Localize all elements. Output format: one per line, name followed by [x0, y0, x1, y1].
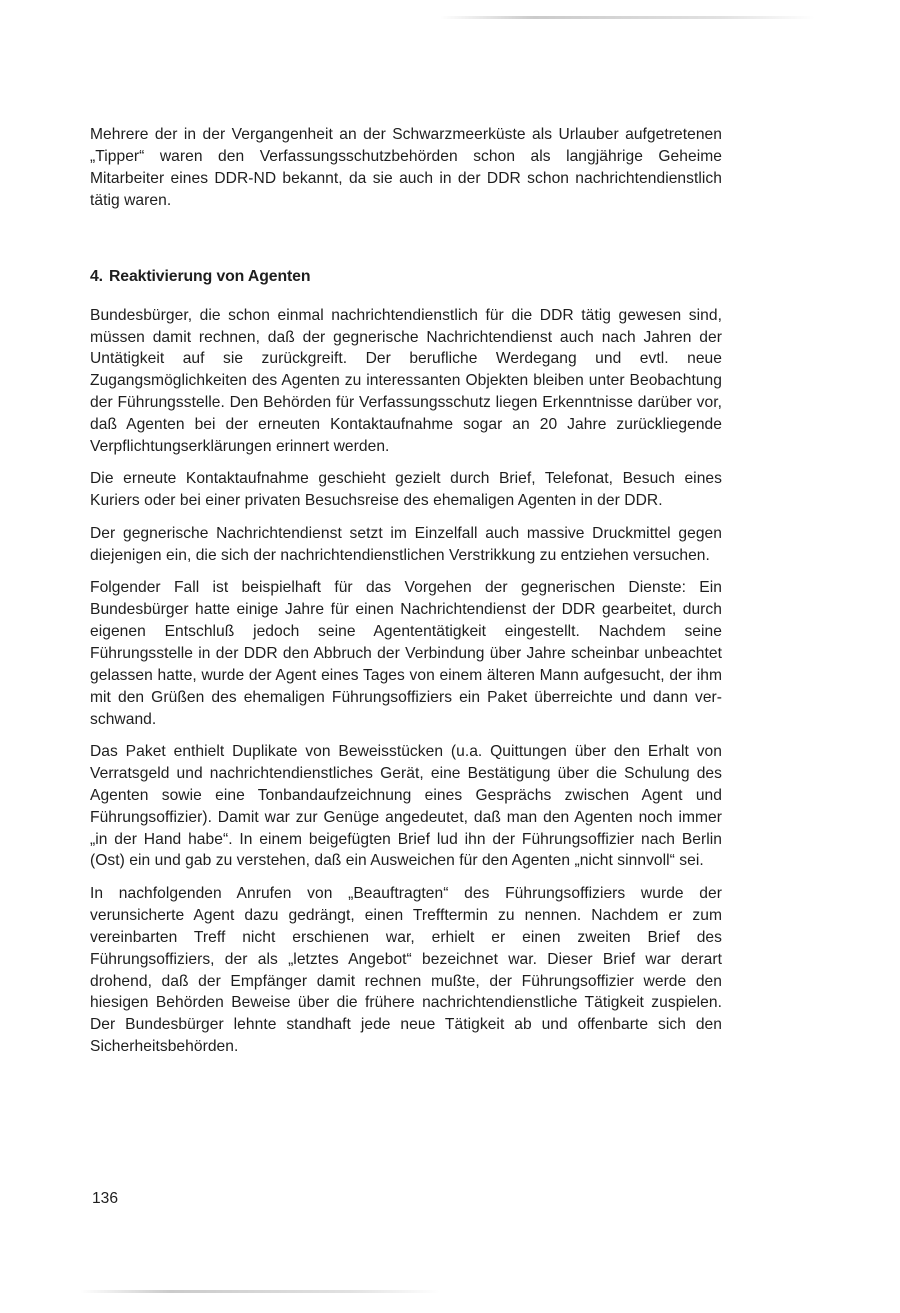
- section-number: 4.: [90, 267, 103, 285]
- body-paragraph: Folgender Fall ist beispielhaft für das Vorgehen der gegnerischen Dienste: Ein Bundesbürger hatte einige Jahre für einen Nachrichtendienst der DDR gearbeitet, durch eigenen Entschluß jedoch seine Agententätigkeit eingestellt. Nachdem seine Führungsstelle in der DDR den Abbruch der Verbindung über Jahre scheinbar unbeachtet gelassen hatte, wurde der Agent eines Tages von einem älteren Mann aufgesucht, der ihm mit den Grüßen des ehemaligen Führungsoffiziers ein Paket überreichte und dann verschwand.: [90, 579, 722, 728]
- document-page: [90, 124, 722, 1058]
- scan-edge-top: [440, 16, 815, 19]
- intro-paragraph: Mehrere der in der Vergangenheit an der Schwarzmeerküste als Urlauber aufgetretenen „Tipper“ waren den Verfassungsschutzbehörden schon als langjährige Geheime Mitarbeiter eines DDR-ND bekannt, da sie auch in der DDR schon nachrichtendienstlich tätig waren.: [90, 126, 722, 209]
- body-paragraph: Der gegnerische Nachrichtendienst setzt im Einzelfall auch massive Druckmittel gegen diejenigen ein, die sich der nachrichtendienstlichen Verstrikkung zu entziehen versuchen.: [90, 524, 722, 564]
- page-number: 136: [92, 1190, 119, 1207]
- body-paragraph: In nachfolgenden Anrufen von „Beauftragten“ des Führungsoffiziers wurde der verunsicherte Agent dazu gedrängt, einen Trefftermin zu nennen. Nachdem er zum vereinbarten Treff nicht erschienen war, erhielt er einen zweiten Brief des Führungsoffiziers, der als „letztes Angebot“ bezeichnet war. Dieser Brief war derart drohend, daß der Empfänger damit rechnen mußte, der Führungsoffizier werde den hiesigen Behörden Beweise über die frühere nachrichtendienstliche Tätigkeit zuspielen. Der Bundesbürger lehnte standhaft jede neue Tätigkeit ab und offenbarte sich den Sicherheitsbehörden.: [90, 884, 722, 1056]
- body-paragraph: Bundesbürger, die schon einmal nachrichtendienstlich für die DDR tätig gewesen sind, müssen damit rechnen, daß der gegnerische Nachrichtendienst auch nach Jahren der Untätigkeit auf sie zurückgreift. Der berufliche Werdegang und evtl. neue Zugangsmöglichkeiten des Agenten zu interessanten Objekten bleiben unter Beobachtung der Führungsstelle. Den Behörden für Verfassungsschutz liegen Erkenntnisse darüber vor, daß Agenten bei der erneuten Kontaktaufnahme sogar an 20 Jahre zurückliegende Verpflichtungserklärungen erinnert werden.: [90, 306, 722, 456]
- section-title: Reaktivierung von Agenten: [108, 267, 311, 285]
- body-paragraph: Die erneute Kontaktaufnahme geschieht gezielt durch Brief, Telefonat, Besuch eines Kuriers oder bei einer privaten Besuchsreise des ehemaligen Agenten in der DDR.: [90, 470, 722, 510]
- scan-edge-bottom: [80, 1290, 440, 1293]
- section-heading: [90, 266, 722, 288]
- body-paragraph: Das Paket enthielt Duplikate von Beweisstücken (u.a. Quittungen über den Erhalt von Verratsgeld und nachrichtendienstliches Gerät, eine Bestätigung über die Schulung des Agenten sowie eine Tonbandaufzeichnung eines Gesprächs zwischen Agent und Führungsoffizier). Damit war zur Genüge angedeutet, daß man den Agenten noch immer „in der Hand habe“. In einem beigefügten Brief lud ihn der Führungsoffizier nach Berlin (Ost) ein und gab zu verstehen, daß ein Ausweichen für den Agenten „nicht sinnvoll“ sei.: [90, 742, 722, 870]
